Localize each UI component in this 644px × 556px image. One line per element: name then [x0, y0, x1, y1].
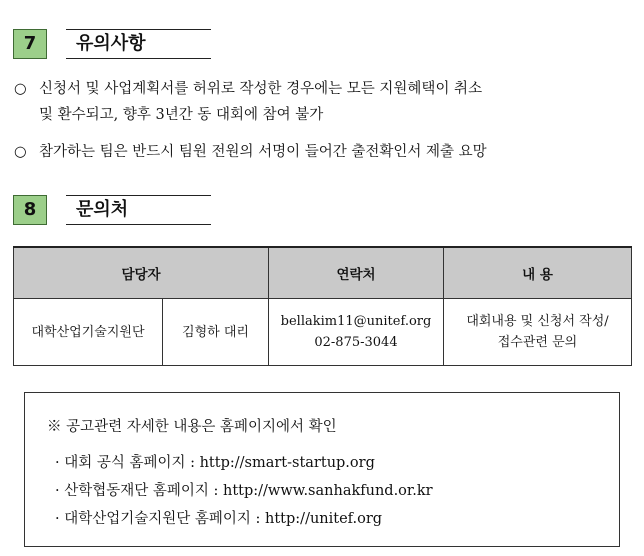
cell-contact	[269, 299, 444, 366]
cell-person: 김형하 대리	[163, 299, 269, 366]
table-row	[14, 299, 632, 366]
email-link[interactable]: bellakim11@unitef.org	[280, 314, 432, 329]
phone-number: 02-875-3044	[314, 335, 398, 350]
official-site-link[interactable]: · 대회 공식 홈페이지 : http://smart-startup.org	[55, 455, 375, 471]
unitef-site-link[interactable]: · 대학산업기술지원단 홈페이지 : http://unitef.org	[55, 511, 383, 527]
section-title: 유의사항	[66, 29, 211, 59]
bullet-text-line: 참가하는 팀은 반드시 팀원 전원의 서명이 들어간 출전확인서 제출 요망	[39, 144, 487, 160]
sanhakfund-site-link[interactable]: · 산학협동재단 홈페이지 : http://www.sanhakfund.or.kr	[55, 483, 433, 499]
section-number: 7	[13, 29, 47, 59]
header-contact-info: 연락처	[269, 247, 444, 299]
cell-content	[444, 299, 632, 366]
section-title: 문의처	[66, 195, 211, 225]
contact-table	[13, 246, 632, 366]
content-line: 대회내용 및 신청서 작성/	[466, 314, 609, 329]
notice-heading: ※ 공고관련 자세한 내용은 홈페이지에서 확인	[47, 419, 337, 435]
cell-organization: 대학산업기술지원단	[14, 299, 163, 366]
content-line: 접수관련 문의	[497, 335, 578, 350]
section-number: 8	[13, 195, 47, 225]
header-content: 내 용	[444, 247, 632, 299]
table-header-row	[14, 247, 632, 299]
notice-box	[24, 392, 620, 547]
bullet-text-line: 신청서 및 사업계획서를 허위로 작성한 경우에는 모든 지원혜택이 취소	[39, 81, 483, 97]
bullet-text-line: 및 환수되고, 향후 3년간 동 대회에 참여 불가	[39, 107, 324, 123]
header-contact-person: 담당자	[14, 247, 269, 299]
circle-bullet-icon: ○	[14, 81, 27, 97]
circle-bullet-icon: ○	[14, 144, 27, 160]
